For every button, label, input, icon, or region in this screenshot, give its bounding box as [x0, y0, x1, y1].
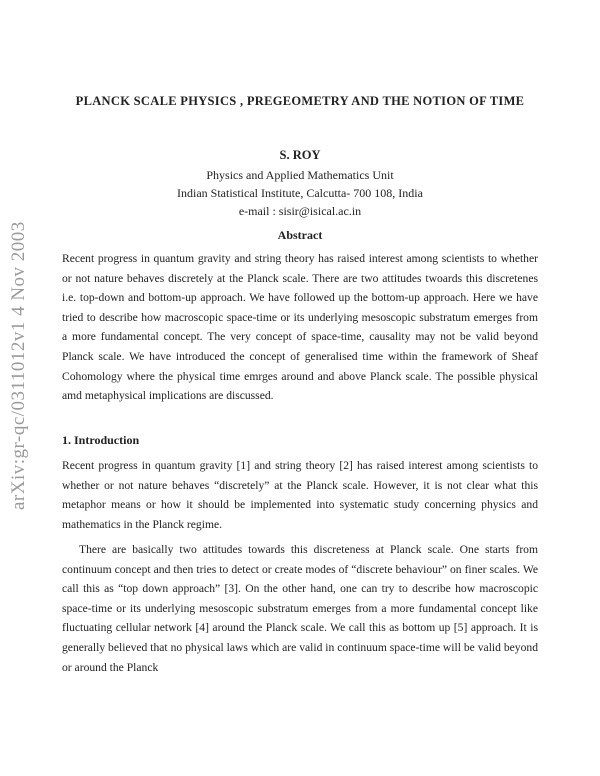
section-heading-introduction: 1. Introduction [62, 433, 140, 447]
affiliation-institute: Indian Statistical Institute, Calcutta- 700 108, India [177, 186, 423, 200]
intro-paragraph-1: Recent progress in quantum gravity [1] and string theory [2] has raised interest among scientists to whether or not nature behaves “discretely” at the Planck scale. However, it is not clear what this metaphor means or how it should be implemented into systematic study concerning physics and mathematics in the Planck regime. [62, 459, 538, 531]
intro-paragraph-2: There are basically two attitudes towards this discreteness at Planck scale. One starts from continuum concept and then tries to detect or create modes of “discrete behaviour” on finer scales. We call this as “top down approach” [3]. On the other hand, one can try to describe how macroscopic space-time or its underlying mesoscopic substratum emerges from a more fundamental concept like fluctuating cellular network [4] around the Planck scale. We call this as bottom up [5] approach. It is generally believed that no physical laws which are valid in continuum space-time will be valid beyond or around the Planck [62, 543, 538, 674]
paper-title: PLANCK SCALE PHYSICS , PREGEOMETRY AND THE NOTION OF TIME [75, 94, 525, 108]
affiliation-unit: Physics and Applied Mathematics Unit [206, 168, 394, 182]
arxiv-identifier: arXiv:gr-qc/0311012v1 4 Nov 2003 [8, 221, 29, 510]
author-email: e-mail : sisir@isical.ac.in [238, 204, 362, 218]
abstract-text: Recent progress in quantum gravity and string theory has raised interest among scientists to whether or not nature behaves discretely at the Planck scale. There are two attitudes twoards this discretenes i.e. top-down and bottom-up approach. We have followed up the bottom-up approach. Here we have tried to describe how macroscopic space-time or its underlying mesoscopic substratum emerges from a more fundamental concept. The very concept of space-time, causality may not be valid beyond Planck scale. We have introduced the concept of generalised time within the framework of Sheaf Cohomology where the physical time emrges around and above Planck scale. The possible physical amd metaphysical implications are discussed. [62, 252, 538, 403]
author-name: S. ROY [279, 148, 321, 162]
abstract-heading: Abstract [277, 228, 323, 242]
